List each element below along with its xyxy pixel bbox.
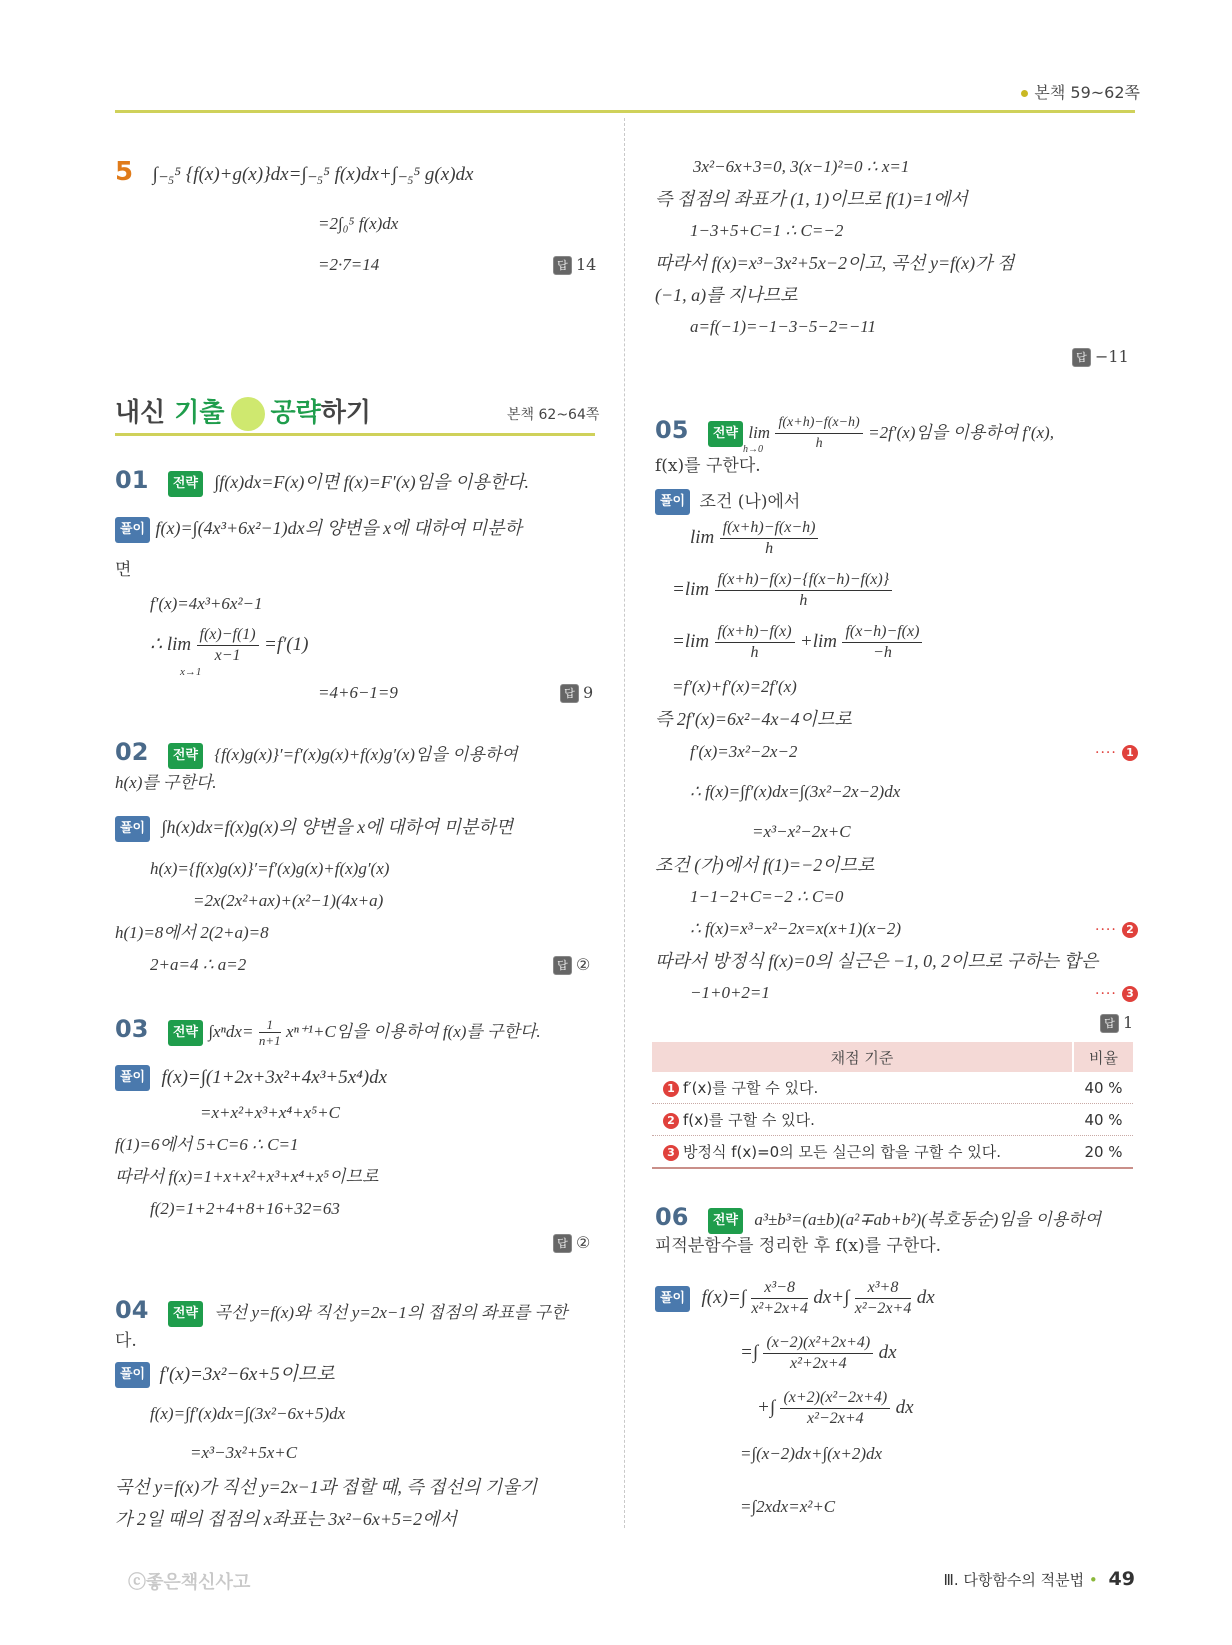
problem-05-line9: 따라서 방정식 f(x)=0의 실근은 −1, 0, 2이므로 구하는 합은 <box>655 951 1099 971</box>
problem-04-cont-line2: 즉 접점의 좌표가 (1, 1)이므로 f(1)=1에서 <box>655 189 968 209</box>
answer-04: 답 −11 <box>1072 347 1129 367</box>
problem-06-line1: =∫(x−2)dx+∫(x+2)dx <box>740 1444 883 1463</box>
problem-04-line3: 곡선 y=f(x)가 직선 y=2x−1과 접할 때, 즉 접선의 기울기 <box>115 1477 538 1497</box>
marker-2: ···· 2 <box>1095 919 1138 938</box>
limit-subscript: h→0 <box>743 444 763 455</box>
problem-05-line1: =f′(x)+f′(x)=2f′(x) <box>672 677 797 696</box>
problem-04-line2: =x³−3x²+5x+C <box>190 1443 298 1462</box>
problem-05-line6: 조건 (가)에서 f(1)=−2이므로 <box>655 855 875 875</box>
problem-05-line5: =x³−x²−2x+C <box>752 822 851 841</box>
problem-04-line1: f(x)=∫f′(x)dx=∫(3x²−6x+5)dx <box>150 1404 346 1423</box>
marker-3: ···· 3 <box>1095 983 1138 1002</box>
problem-04-line4: 가 2일 때의 접점의 x좌표는 3x²−6x+5=2에서 <box>115 1509 457 1529</box>
problem-01-line2: ∴ lim $\frac{f(x)-f(1)}{x-1}$ =f′(1) <box>150 626 309 664</box>
problem-02-line4: 2+a=4 ∴ a=2 <box>150 955 247 974</box>
publisher-watermark: ⓒ좋은책신사고 <box>128 1572 251 1593</box>
problem-05-strategy-cont: f(x)를 구한다. <box>655 456 761 476</box>
problem-01-strategy: 01 전략 ∫f(x)dx=F(x)이면 f(x)=F′(x)임을 이용한다. <box>115 468 529 497</box>
table-row: 1 f′(x)를 구할 수 있다. 40 % <box>652 1072 1133 1104</box>
problem-5-line3: =2·7=14 <box>318 255 380 274</box>
problem-06-step-u: +∫ $\frac{\text{(x+2)(x²−2x+4)}}{\text{x²−2x+4}}$ dx <box>757 1389 914 1427</box>
scoring-table <box>652 1042 1133 1169</box>
section-title: 내신 기출 공략하기 <box>115 392 371 431</box>
problem-04-cont-line1: 3x²−6x+3=0, 3(x−1)²=0 ∴ x=1 <box>693 157 910 176</box>
problem-06-step-t: =∫ $\frac{\text{(x−2)(x²+2x+4)}}{\text{x²+2x+4}}$ dx <box>740 1334 897 1372</box>
table-row: 3 방정식 f(x)=0의 모든 실근의 합을 구할 수 있다. 20 % <box>652 1136 1133 1169</box>
page-reference: 본책 59~62쪽 <box>1021 80 1140 103</box>
table-header: 채점 기준 비율 <box>652 1042 1133 1072</box>
problem-04-cont-line4: 따라서 f(x)=x³−3x²+5x−2이고, 곡선 y=f(x)가 점 <box>655 253 1015 273</box>
problem-02-strategy: 02 전략 {f(x)g(x)}′=f′(x)g(x)+f(x)g′(x)임을 이용하여 <box>115 740 518 769</box>
problem-05-line7: 1−1−2+C=−2 ∴ C=0 <box>690 887 844 906</box>
bullet-icon <box>1021 90 1028 97</box>
limit-subscript: x→1 <box>180 666 202 678</box>
problem-04-cont-line3: 1−3+5+C=1 ∴ C=−2 <box>690 221 844 240</box>
problem-05-line3: f′(x)=3x²−2x−2 <box>690 742 798 761</box>
marker-1: ···· 1 <box>1095 742 1138 761</box>
problem-03-line3: 따라서 f(x)=1+x+x²+x³+x⁴+x⁵이므로 <box>115 1167 379 1186</box>
problem-05-line10: −1+0+2=1 <box>690 983 770 1002</box>
problem-03-line2: f(1)=6에서 5+C=6 ∴ C=1 <box>115 1135 299 1154</box>
problem-05-step-b: =lim $\frac{f(x+h)-f(x)-\{f(x-h)-f(x)\}}{h}$ <box>672 570 892 611</box>
problem-01-line1: f′(x)=4x³+6x²−1 <box>150 594 263 613</box>
problem-06-solution: 풀이 f(x)=∫ $\frac{\text{x³−8}}{\text{x²+2x+4}}$ dx+∫ $\frac{\text{x³+8}}{\text{x²−2x+4}}$ dx <box>655 1278 935 1319</box>
section-rule <box>115 433 595 436</box>
problem-04-strategy: 04 전략 곡선 y=f(x)와 직선 y=2x−1의 접점의 좌표를 구한 <box>115 1298 567 1327</box>
answer-05: 답 1 <box>1100 1013 1133 1033</box>
problem-02-line1: h(x)={f(x)g(x)}′=f′(x)g(x)+f(x)g′(x) <box>150 859 390 878</box>
problem-06-line2: =∫2xdx=x²+C <box>740 1497 836 1516</box>
problem-02-line2: =2x(2x²+ax)+(x²−1)(4x+a) <box>193 891 384 910</box>
problem-05-line8: ∴ f(x)=x³−x²−2x=x(x+1)(x−2) <box>690 919 902 938</box>
top-rule <box>115 110 1135 113</box>
answer-02: 답 ② <box>553 955 590 975</box>
problem-5-line1: 5 ∫₋₅⁵ {f(x)+g(x)}dx=∫₋₅⁵ f(x)dx+∫₋₅⁵ g(x)dx <box>115 157 474 187</box>
problem-02-solution: 풀이 ∫h(x)dx=f(x)g(x)의 양변을 x에 대하여 미분하면 <box>115 815 513 842</box>
table-row: 2 f(x)를 구할 수 있다. 40 % <box>652 1104 1133 1136</box>
problem-06-strategy: 06 전략 a³±b³=(a±b)(a²∓ab+b²)(복호동순)임을 이용하여 <box>655 1205 1101 1234</box>
problem-04-cont-line6: a=f(−1)=−1−3−5−2=−11 <box>690 317 877 336</box>
pencil-note-icon <box>231 397 265 431</box>
answer-01: 답 9 <box>560 683 593 703</box>
problem-02-strategy-cont: h(x)를 구한다. <box>115 773 217 792</box>
problem-03-strategy: 03 전략 ∫xⁿdx= $\frac{1}{n+1}$ xⁿ⁺¹+C임을 이용하여 f(x)를 구한다. <box>115 1015 541 1048</box>
problem-5-line2: =2∫₀⁵ f(x)dx <box>318 214 399 233</box>
footer-chapter: Ⅲ. 다항함수의 적분법 • 49 <box>943 1568 1135 1590</box>
problem-05-line2: 즉 2f′(x)=6x²−4x−4이므로 <box>655 709 852 729</box>
answer-03: 답 ② <box>553 1233 590 1253</box>
problem-04-cont-line5: (−1, a)를 지나므로 <box>655 285 798 305</box>
column-divider <box>624 118 625 1528</box>
problem-03-line4: f(2)=1+2+4+8+16+32=63 <box>150 1199 340 1218</box>
problem-05-strategy: 05 전략 lim $\frac{f(x+h)-f(x-h)}{h}$ =2f′(x)임을 이용하여 f′(x), <box>655 415 1054 451</box>
problem-03-solution: 풀이 f(x)=∫(1+2x+3x²+4x³+5x⁴)dx <box>115 1065 387 1091</box>
problem-05-step-a: lim $\frac{f(x+h)-f(x-h)}{h}$ <box>690 518 818 559</box>
section-reference: 본책 62~64쪽 <box>507 407 600 423</box>
problem-number: 5 <box>115 157 134 187</box>
problem-04-strategy-cont: 다. <box>115 1331 137 1351</box>
problem-05-step-c: =lim $\frac{f(x+h)-f(x)}{h}$ +lim $\frac{f(x-h)-f(x)}{-h}$ <box>672 622 922 663</box>
problem-06-strategy-cont: 피적분함수를 정리한 후 f(x)를 구한다. <box>655 1236 942 1256</box>
problem-01-solution: 풀이 f(x)=∫(4x³+6x²−1)dx의 양변을 x에 대하여 미분하 <box>115 516 522 543</box>
problem-04-solution: 풀이 f′(x)=3x²−6x+5이므로 <box>115 1362 335 1388</box>
problem-03-line1: =x+x²+x³+x⁴+x⁵+C <box>200 1103 340 1122</box>
problem-05-solution: 풀이 조건 (나)에서 <box>655 489 800 515</box>
problem-01-solution-cont: 면 <box>115 560 132 580</box>
answer-5: 답 14 <box>553 255 596 275</box>
problem-01-line3: =4+6−1=9 <box>318 683 398 702</box>
page-number: 49 <box>1108 1568 1135 1590</box>
problem-05-line4: ∴ f(x)=∫f′(x)dx=∫(3x²−2x−2)dx <box>690 782 901 801</box>
problem-02-line3: h(1)=8에서 2(2+a)=8 <box>115 923 269 942</box>
